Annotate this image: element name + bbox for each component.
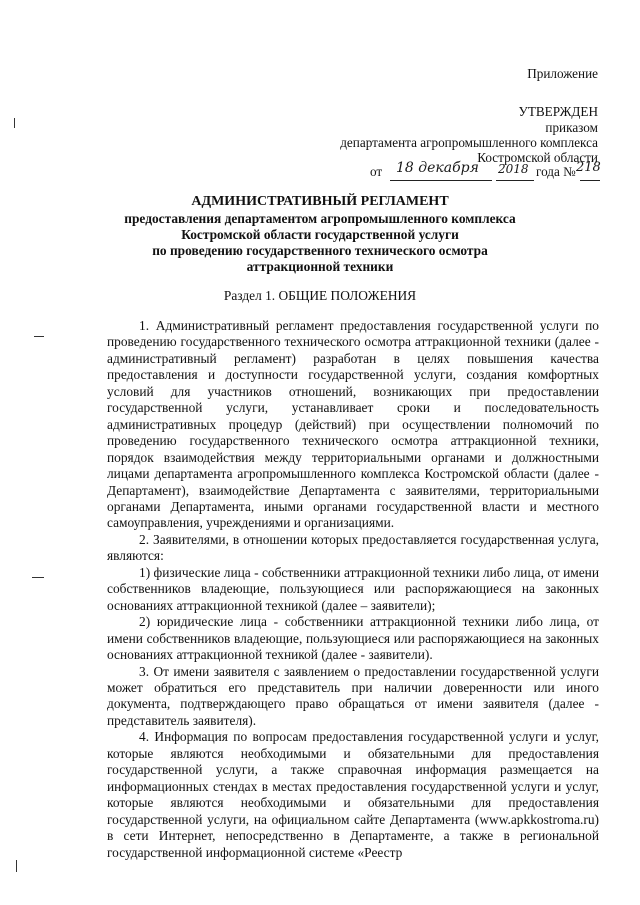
region-label: Костромской области <box>477 150 598 165</box>
date-line <box>370 161 600 183</box>
section-heading: Раздел 1. ОБЩИЕ ПОЛОЖЕНИЯ <box>223 288 417 303</box>
title-line-3: по проведению государственного технического осмотра <box>152 243 488 258</box>
title-line-2: Костромской области государственной услуги <box>181 227 459 242</box>
document-title: АДМИНИСТРАТИВНЫЙ РЕГЛАМЕНТ <box>191 194 449 209</box>
document-body <box>107 318 599 861</box>
date-mid: года № <box>536 164 576 179</box>
signature-year: 2018 <box>498 162 529 176</box>
paragraph-2-item-1: 1) физические лица - собственники аттракционной техники либо лица, от имени собственников владеющие, пользующиеся или распоряжающиеся на законных основаниях аттракционной техникой (далее – заявители); <box>107 564 599 613</box>
scan-mark <box>14 118 15 128</box>
paragraph-1: 1. Административный регламент предоставления государственной услуги по проведению государственного технического осмотра аттракционной техники (далее - административный регламент) разработан в целях повышения качества предоставления и доступности государственной услуги, создания комфортных условий для участников отношений, возникающих при предоставлении государственной услуги, устанавливает сроки и последовательность административных процедур (действий) при осуществлении полномочий по проведению государственного технического осмотра аттракционной техники, порядок взаимодействия между территориальными органами и должностными лицами департамента агропромышленного комплекса Костромской области (далее - Департамент), взаимодействие Департамента с заявителями, территориальными органами Департамента, иными органами государственной власти и местного самоуправления, учреждениями и организациями. <box>107 318 599 531</box>
paragraph-2-item-2: 2) юридические лица - собственники аттракционной техники либо лица, от имени собственников владеющие, пользующиеся или распоряжающиеся на законных основаниях аттракционной техникой (далее - заявители). <box>107 614 599 663</box>
date-prefix: от <box>370 164 383 179</box>
year-underline <box>496 180 534 181</box>
scan-mark <box>16 860 17 872</box>
scan-mark <box>32 577 44 578</box>
date-underline <box>390 180 492 181</box>
signature-date: 18 декабря <box>396 160 479 176</box>
paragraph-2: 2. Заявителями, в отношении которых предоставляется государственная услуга, являются: <box>107 531 599 564</box>
department-label: департамента агропромышленного комплекса <box>340 135 598 150</box>
title-line-1: предоставления департаментом агропромышленного комплекса <box>124 211 516 226</box>
number-underline <box>580 180 600 181</box>
scan-mark <box>34 336 44 337</box>
approved-label: УТВЕРЖДЕН <box>518 104 598 119</box>
signature-number: 218 <box>576 160 601 175</box>
paragraph-3: 3. От имени заявителя с заявлением о предоставлении государственной услуги может обратиться его представитель при наличии доверенности или иного документа, подтверждающего право обращаться от имени заявителя (далее - представитель заявителя). <box>107 663 599 728</box>
title-line-4: аттракционной техники <box>246 259 394 274</box>
paragraph-4: 4. Информация по вопросам предоставления государственной услуги и услуг, которые являются необходимыми и обязательными для предоставления государственной услуги, а также справочная информация размещается на информационных стендах в местах предоставления государственной услуги и услуг, которые являются необходимыми и обязательными для предоставления государственной услуги, на официальном сайте Департамента (www.apkkostroma.ru) в сети Интернет, непосредственно в Департаменте, а также в региональной государственной информационной системе «Реестр <box>107 729 599 860</box>
annex-label: Приложение <box>527 66 598 81</box>
order-label: приказом <box>545 120 598 135</box>
